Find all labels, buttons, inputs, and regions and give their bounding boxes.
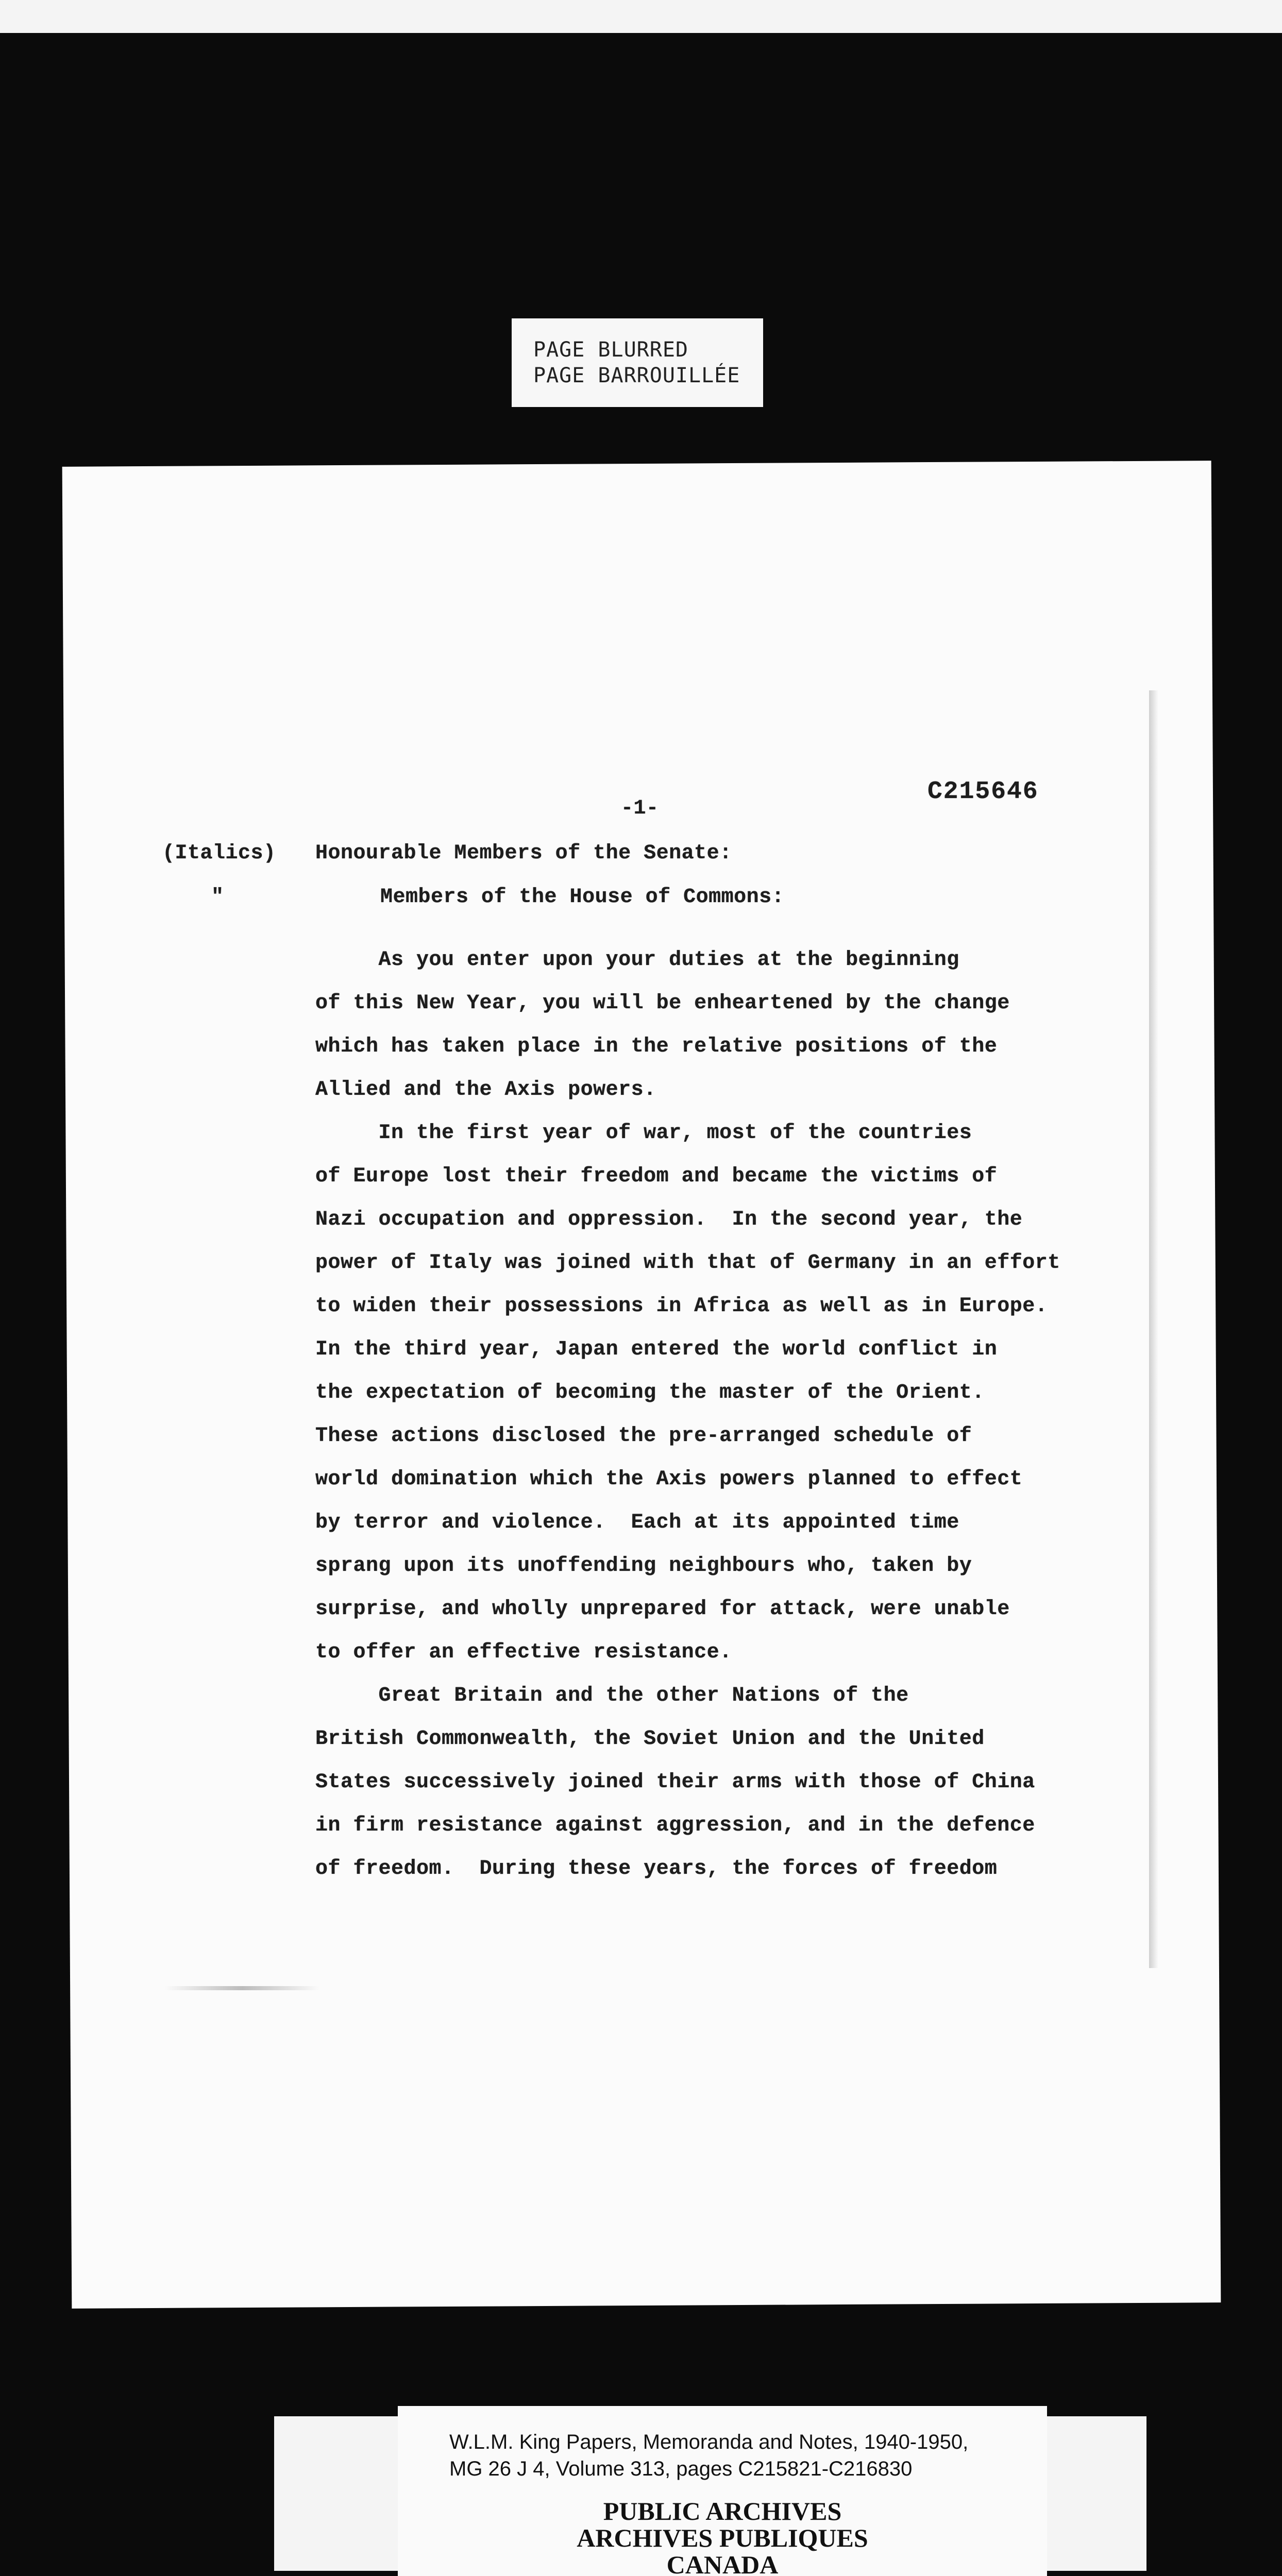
body-line: In the third year, Japan entered the world conflict in	[315, 1338, 998, 1361]
page-blurred-label-french: PAGE BARROUILLÉE	[533, 364, 740, 387]
document-number: C215646	[927, 778, 1039, 806]
margin-note-italics: (Italics)	[162, 842, 276, 865]
body-line: These actions disclosed the pre-arranged schedule of	[315, 1425, 972, 1448]
margin-ditto-mark: "	[211, 886, 224, 909]
body-line: of this New Year, you will be enheartened by the change	[315, 992, 1010, 1015]
body-line: of freedom. During these years, the forces of freedom	[315, 1857, 998, 1880]
speech-body	[315, 939, 1060, 1891]
archive-stamp-line: ARCHIVES PUBLIQUES	[577, 2523, 868, 2552]
archive-stamp-line: PUBLIC ARCHIVES	[603, 2497, 842, 2526]
page-edge-shadow	[1149, 690, 1158, 1968]
body-line: sprang upon its unoffending neighbours who, taken by	[315, 1554, 972, 1578]
body-line: of Europe lost their freedom and became the victims of	[315, 1165, 998, 1188]
body-line: States successively joined their arms with those of China	[315, 1771, 1035, 1794]
page-number: -1-	[621, 797, 659, 820]
footer-tab-left	[274, 2416, 398, 2571]
page-smudge	[165, 1986, 319, 1990]
body-line: British Commonwealth, the Soviet Union and the United	[315, 1727, 985, 1751]
body-line: in firm resistance against aggression, and in the defence	[315, 1814, 1035, 1837]
archive-footer-card	[398, 2406, 1047, 2576]
body-line: As you enter upon your duties at the beginning	[315, 948, 959, 972]
body-line: which has taken place in the relative positions of the	[315, 1035, 998, 1058]
body-line: the expectation of becoming the master of the Orient.	[315, 1381, 985, 1404]
body-line: to widen their possessions in Africa as well as in Europe.	[315, 1295, 1048, 1318]
body-line: surprise, and wholly unprepared for attack, were unable	[315, 1598, 1010, 1621]
salutation-senate: Honourable Members of the Senate:	[315, 842, 732, 865]
archive-stamp-line: CANADA	[666, 2550, 779, 2576]
body-line: power of Italy was joined with that of Germany in an effort	[315, 1251, 1060, 1275]
salutation-commons: Members of the House of Commons:	[380, 886, 785, 909]
archive-reference-line: W.L.M. King Papers, Memoranda and Notes, 1940-1950,	[449, 2431, 969, 2453]
page-blurred-label-english: PAGE BLURRED	[533, 338, 688, 362]
archive-stamp	[398, 2498, 1047, 2576]
body-line: Nazi occupation and oppression. In the second year, the	[315, 1208, 1023, 1231]
film-top-edge	[0, 0, 1282, 33]
body-line: Great Britain and the other Nations of the	[315, 1684, 909, 1707]
page-blurred-label	[512, 318, 763, 407]
body-line: world domination which the Axis powers planned to effect	[315, 1468, 1023, 1491]
body-line: to offer an effective resistance.	[315, 1641, 732, 1664]
archive-reference	[449, 2429, 968, 2482]
archive-reference-line: MG 26 J 4, Volume 313, pages C215821-C216830	[449, 2458, 913, 2480]
body-line: Allied and the Axis powers.	[315, 1078, 656, 1101]
body-line: by terror and violence. Each at its appointed time	[315, 1511, 959, 1534]
body-line: In the first year of war, most of the countries	[315, 1122, 972, 1145]
